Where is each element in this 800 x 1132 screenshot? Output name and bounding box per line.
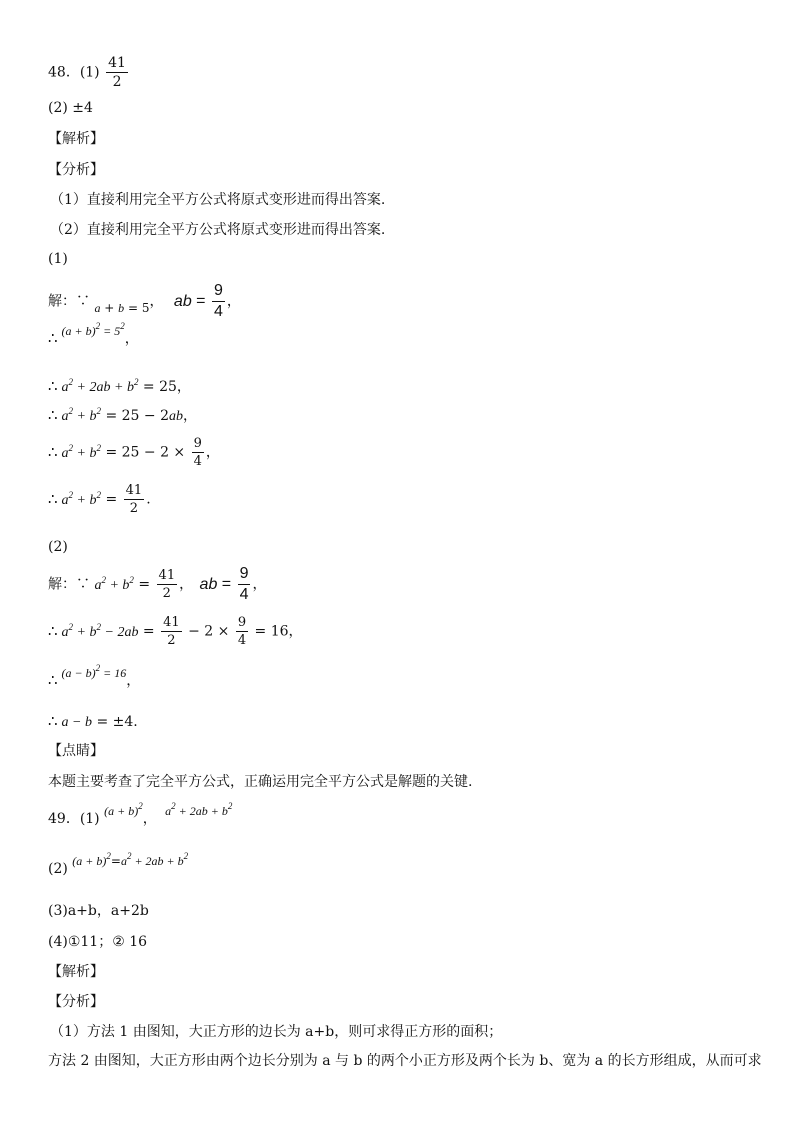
part-label: (2) [48, 539, 68, 555]
q48-answer-2: (2) ±4 [48, 100, 93, 116]
solution-step: ∴ $a^2 + 2ab + b^2 = 25$， [48, 377, 191, 395]
q49-answer-4: (4)①11；② 16 [48, 934, 148, 950]
q48-answer-1 [48, 56, 130, 89]
solution-step: ∴ $a^2 + b^2$ = $\frac{41}{2}$ . [48, 483, 151, 516]
q49-answer-3: (3)a+b，a+2b [48, 903, 149, 919]
section-fenxi: 【分析】 [48, 994, 104, 1010]
solution-step: ∴ a − b = ±4. [48, 712, 138, 730]
section-dianjing: 【点睛】 [48, 743, 104, 759]
solution-step: ∴ $a^2 + b^2 = 25 - 2$ × $\frac{9}{4}$ ， [48, 436, 220, 469]
q48-number: 48．(1) [48, 64, 100, 81]
analysis-line: 方法 2 由图知，大正方形由两个边长分别为 a 与 b 的两个小正方形及两个长为 b、宽为 a 的长方形组成，从而可求 [48, 1053, 762, 1069]
fraction: $\frac{41}{2}$ [108, 55, 126, 90]
part-label: (1) [48, 251, 68, 267]
analysis-line: （2）直接利用完全平方公式将原式变形进而得出答案. [50, 222, 386, 238]
summary-line: 本题主要考查了完全平方公式，正确运用完全平方公式是解题的关键. [48, 774, 473, 790]
q49-answer-1: 49．(1) $(a + b)^2$， $a^2 + 2ab + b^2$ [48, 801, 233, 827]
solution-step: ∴ $(a - b)^2 = 16$， [48, 663, 141, 689]
section-jiexi: 【解析】 [48, 131, 104, 147]
analysis-line: （1）直接利用完全平方公式将原式变形进而得出答案. [50, 192, 386, 208]
solution-step: ∴ $(a + b)^2 = 5^2$， [48, 321, 139, 347]
section-fenxi: 【分析】 [48, 162, 104, 178]
solution-step: ∴ $a^2 + b^2 - 2ab$ = $\frac{41}{2}$ − 2 × $\frac{9}{4}$ = 16， [48, 615, 303, 648]
q49-answer-2: (2) $(a + b)^2=a^2 + 2ab + b^2$ [48, 851, 189, 877]
section-jiexi: 【解析】 [48, 964, 104, 980]
solution-step: 解：∵ a + b = 5， ab = $\frac{9}{4}$ ， [48, 282, 241, 320]
solution-step: ∴ $a^2 + b^2 = 25 - 2ab$， [48, 406, 197, 424]
solution-step: 解：∵ $a^2 + b^2$ = $\frac{41}{2}$ ， ab = $\frac{9}{4}$ ， [48, 565, 267, 603]
analysis-line: （1）方法 1 由图知，大正方形的边长为 a+b，则可求得正方形的面积； [50, 1024, 503, 1040]
